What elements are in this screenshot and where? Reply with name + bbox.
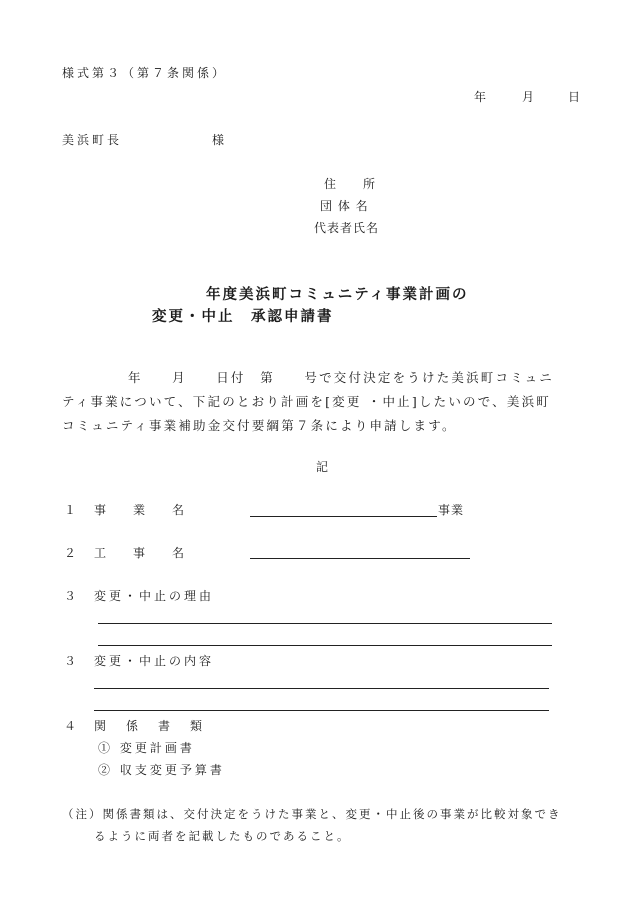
form-number: 様式第３（第７条関係） (62, 66, 228, 80)
item3-number: ３ (64, 589, 77, 603)
item1-number: １ (64, 503, 77, 517)
doc-item-2: ② 収支変更予算書 (98, 763, 225, 777)
doc-item-1: ① 変更計画書 (98, 741, 195, 755)
item1-underline (250, 516, 437, 517)
title-line1: 年度美浜町コミュニティ事業計画の (206, 286, 469, 303)
item3-line-2 (98, 645, 552, 646)
applicant-address-label: 住 所 (324, 177, 377, 191)
date-month: 月 (522, 90, 535, 104)
item1-label: 事 業 名 (94, 503, 186, 517)
item4-line-1 (94, 688, 549, 689)
note-line2: るように両者を記載したものであること。 (94, 829, 351, 843)
date-year: 年 (474, 90, 487, 104)
body-line1: 年 月 日付 第 号で交付決定をうけた美浜町コミュニ (128, 370, 555, 385)
date-day: 日 (568, 90, 581, 104)
addressee-honorific: 様 (212, 133, 225, 147)
ki-heading: 記 (316, 460, 329, 474)
item3-line-1 (98, 623, 552, 624)
item4-label: 変更・中止の内容 (94, 654, 215, 668)
body-line3: コミュニティ事業補助金交付要綱第７条により申請します。 (62, 418, 457, 433)
item5-label: 関 係 書 類 (94, 719, 207, 733)
applicant-group-label: 団 体 名 (320, 199, 369, 213)
addressee-name: 美浜町長 (62, 133, 123, 147)
item4-number: ３ (64, 654, 77, 668)
item2-number: ２ (64, 546, 77, 560)
item2-label: 工 事 名 (94, 546, 186, 560)
item2-underline (250, 558, 470, 559)
item1-suffix: 事業 (438, 503, 465, 517)
title-line2: 変更・中止 承認申請書 (152, 308, 334, 325)
body-line2: ティ事業について、下記のとおり計画を[変更 ・中止]したいので、美浜町 (62, 394, 551, 409)
item3-label: 変更・中止の理由 (94, 589, 215, 603)
applicant-representative-label: 代表者氏名 (314, 221, 380, 235)
item4-line-2 (94, 710, 549, 711)
note-line1: （注）関係書類は、交付決定をうけた事業と、変更・中止後の事業が比較対象でき (62, 807, 562, 821)
item5-number: ４ (64, 719, 77, 733)
